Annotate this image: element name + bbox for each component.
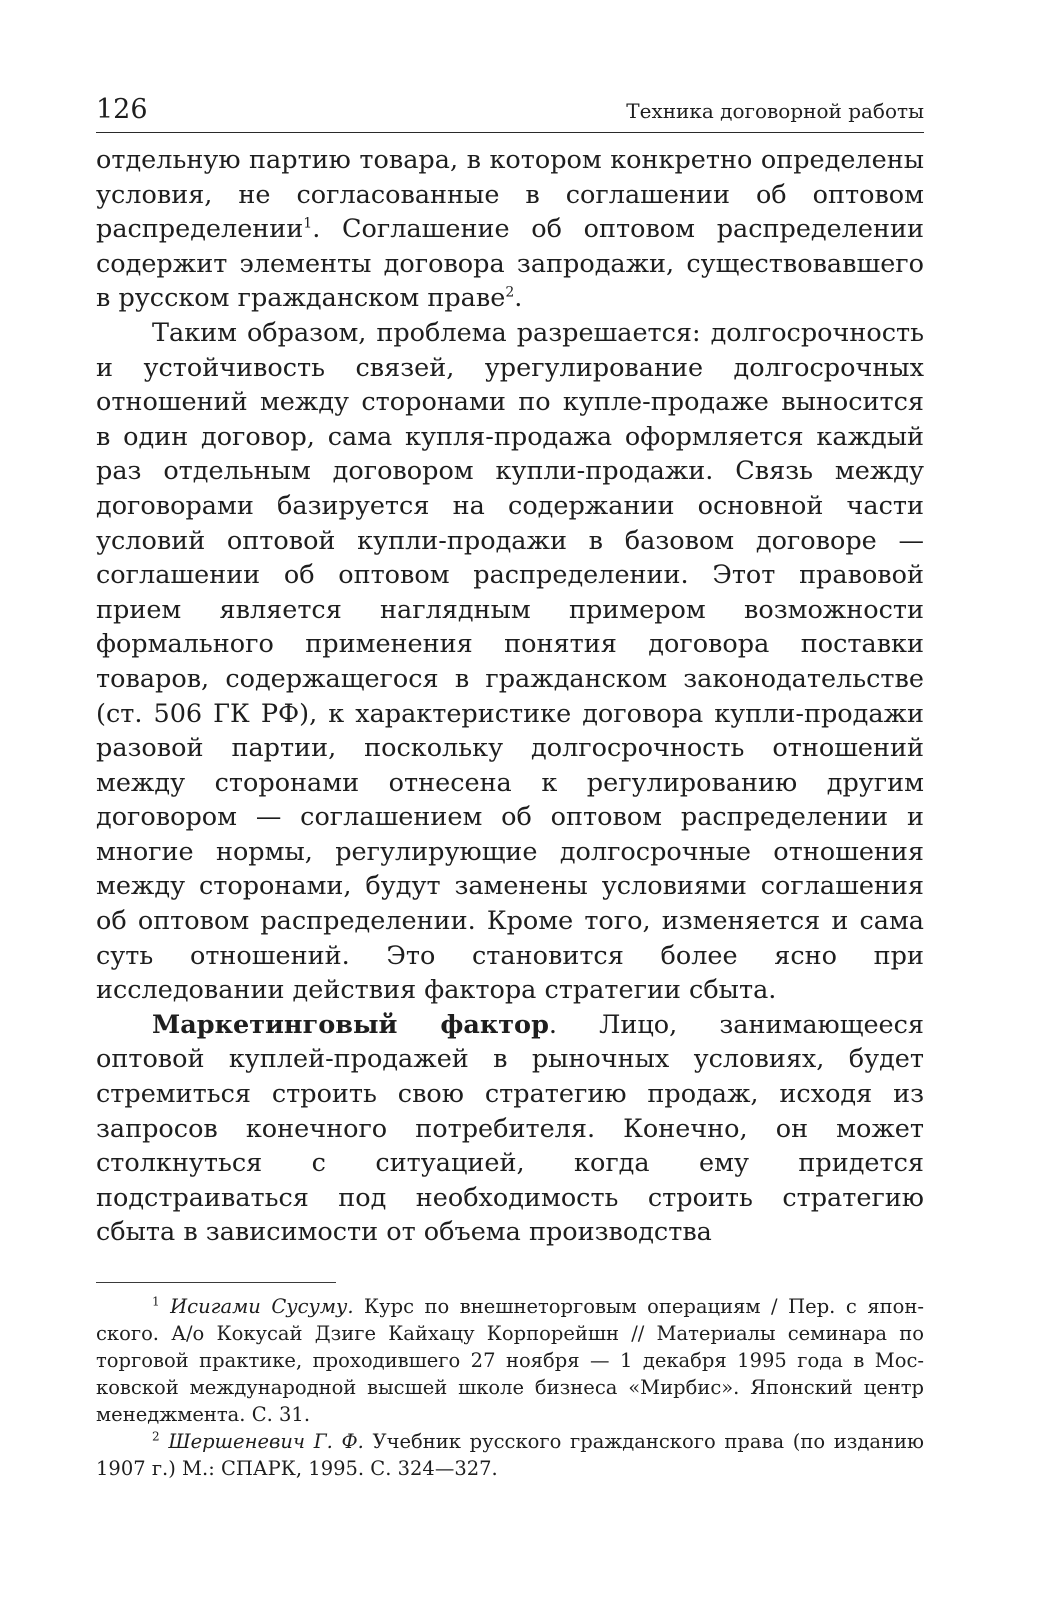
paragraph-2: Таким образом, проблема разрешается: долгосрочность и устойчивость связей, урегулирование долгосрочных отношений между сторонами по купле-продаже выносится в один договор, сама купля-продажа оформляется каждый раз отдельным договором купли-продажи. Связь между договорами базируется на содержании основной части условий оптовой купли-продажи в базовом договоре — соглашении об оптовом распределении. Этот правовой прием является наглядным примером возможности формального применения понятия договора поставки товаров, содержащегося в гражданском законодательстве (ст. 506 ГК РФ), к характеристике договора купли-продажи разовой партии, поскольку долгосрочность отношений между сторонами отнесена к регулированию другим договором — соглашением об оптовом распределении и многие нормы, регулирующие долгосрочные отношения между сторонами, будут заменены условиями соглашения об оптовом распределении. Кроме того, изменяется и сама суть отношений. Это становится более ясно при исследовании действия фактора стратегии сбыта.	[96, 317, 924, 1006]
footnote-ref-2[interactable]: 2	[505, 284, 515, 301]
page-number: 126	[96, 94, 148, 125]
book-page	[96, 92, 924, 1482]
paragraph-1-text: отдельную партию товара, в котором конкретно определены условия, не согласованные в соглашении об оптовом распределении	[96, 145, 924, 245]
paragraph-3-text: . Лицо, занимающееся оптовой куплей-продажей в рыночных условиях, будет стремиться строить свою стратегию продаж, исходя из запросов конечного потребителя. Конечно, он может столкнуться с ситуацией, когда ему придется подстраиваться под необходимость строить стратегию сбыта в зависимости от объема производства	[96, 1009, 924, 1248]
paragraph-3-heading: Маркетинговый фактор	[152, 1009, 549, 1040]
paragraph-3	[96, 1008, 924, 1250]
running-title: Техника договорной работы	[626, 99, 924, 123]
running-head	[96, 92, 924, 133]
footnote-separator	[96, 1282, 336, 1283]
footnote-2-mark: 2	[152, 1429, 160, 1444]
paragraph-1-text-b: . Соглашение об оптовом распределении содержит элементы договора запродажи, существовавшего в русском гражданском праве	[96, 214, 924, 314]
footnote-ref-1[interactable]: 1	[303, 215, 313, 232]
paragraph-1-end: .	[514, 283, 523, 314]
footnote-1-text: Курс по внешнеторговым операциям / Пер. с японского. А/о Кокусай Дзиге Кайхацу Корпорейшн // Материалы семинара по торговой практике, проходившего 27 ноября — 1 декабря 1995 года в Московской международной высшей школе бизнеса «Мирбис». Японский центр менеджмента. С. 31.	[96, 1295, 924, 1426]
footnotes	[96, 1293, 924, 1482]
footnote-1-mark: 1	[152, 1294, 160, 1309]
footnote-2	[96, 1428, 924, 1482]
footnote-2-author: Шершеневич Г. Ф.	[168, 1430, 364, 1453]
footnote-1-author: Исигами Сусуму.	[170, 1295, 354, 1318]
paragraph-1	[96, 143, 924, 316]
body-text	[96, 143, 924, 1250]
footnote-2-text: Учебник русского гражданского права (по изданию 1907 г.) М.: СПАРК, 1995. С. 324—327.	[96, 1430, 924, 1480]
footnote-1	[96, 1293, 924, 1428]
